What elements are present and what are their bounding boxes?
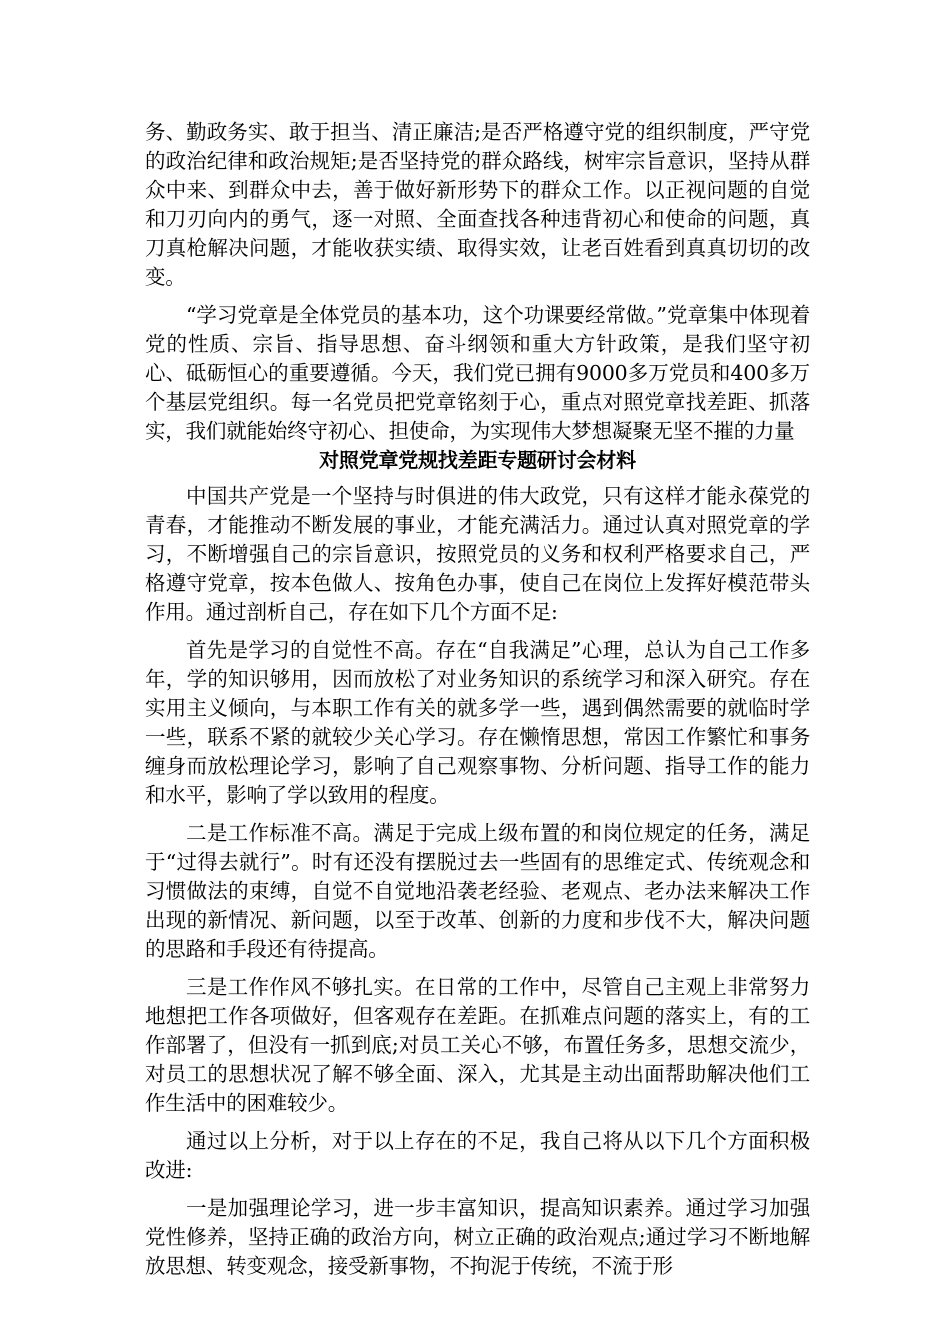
document-page [145, 118, 810, 1290]
paragraph-issue-2: 二是工作标准不高。满足于完成上级布置的和岗位规定的任务，满足于“过得去就行”。时有还没有摆脱过去一些固有的思维定式、传统观念和习惯做法的束缚，自觉不自觉地沿袭老经验、老观点、老办法来解决工作出现的新情况、新问题，以至于改革、创新的力度和步伐不大，解决问题的思路和手段还有待提高。 [145, 821, 810, 961]
paragraph-continued: 务、勤政务实、敢于担当、清正廉洁;是否严格遵守党的组织制度，严守党的政治纪律和政治规矩;是否坚持党的群众路线，树牢宗旨意识，坚持从群众中来、到群众中去，善于做好新形势下的群众工作。以正视问题的自觉和刀刃向内的勇气，逐一对照、全面查找各种违背初心和使命的问题，真刀真枪解决问题，才能收获实绩、取得实效，让老百姓看到真真切切的改变。 [145, 120, 810, 289]
paragraph-issue-3: 三是工作作风不够扎实。在日常的工作中，尽管自己主观上非常努力地想把工作各项做好，但客观存在差距。在抓难点问题的落实上，有的工作部署了，但没有一抓到底;对员工关心不够，布置任务多，思想交流少，对员工的思想状况了解不够全面、深入，尤其是主动出面帮助解决他们工作生活中的困难较少。 [145, 975, 810, 1115]
document-title: 对照党章党规找差距专题研讨会材料 [319, 448, 636, 472]
paragraph-party-constitution: “学习党章是全体党员的基本功，这个功课要经常做。”党章集中体现着党的性质、宗旨、指导思想、奋斗纲领和重大方针政策，是我们坚守初心、砥砺恒心的重要遵循。今天，我们党已拥有9000多万党员和400多万个基层党组织。每一名党员把党章铭刻于心，重点对照党章找差距、抓落实，我们就能始终守初心、担使命，为实现伟大梦想凝聚无坚不摧的力量 [145, 303, 810, 443]
paragraph-improvement-1: 一是加强理论学习，进一步丰富知识，提高知识素养。通过学习加强党性修养，坚持正确的政治方向，树立正确的政治观点;通过学习不断地解放思想、转变观念，接受新事物，不拘泥于传统，不流于形 [145, 1196, 810, 1278]
paragraph-issue-1: 首先是学习的自觉性不高。存在“自我满足”心理，总认为自己工作多年，学的知识够用，因而放松了对业务知识的系统学习和深入研究。存在实用主义倾向，与本职工作有关的就多学一些，遇到偶然需要的就临时学一些，联系不紧的就较少关心学习。存在懒惰思想，常因工作繁忙和事务缠身而放松理论学习，影响了自己观察事物、分析问题、指导工作的能力和水平，影响了学以致用的程度。 [145, 638, 810, 807]
paragraph-improvement-intro: 通过以上分析，对于以上存在的不足，我自己将从以下几个方面积极改进: [145, 1129, 810, 1182]
paragraph-intro: 中国共产党是一个坚持与时俱进的伟大政党，只有这样才能永葆党的青春，才能推动不断发展的事业，才能充满活力。通过认真对照党章的学习，不断增强自己的宗旨意识，按照党员的义务和权利严格要求自己，严格遵守党章，按本色做人、按角色办事，使自己在岗位上发挥好模范带头作用。通过剖析自己，存在如下几个方面不足: [145, 484, 810, 624]
